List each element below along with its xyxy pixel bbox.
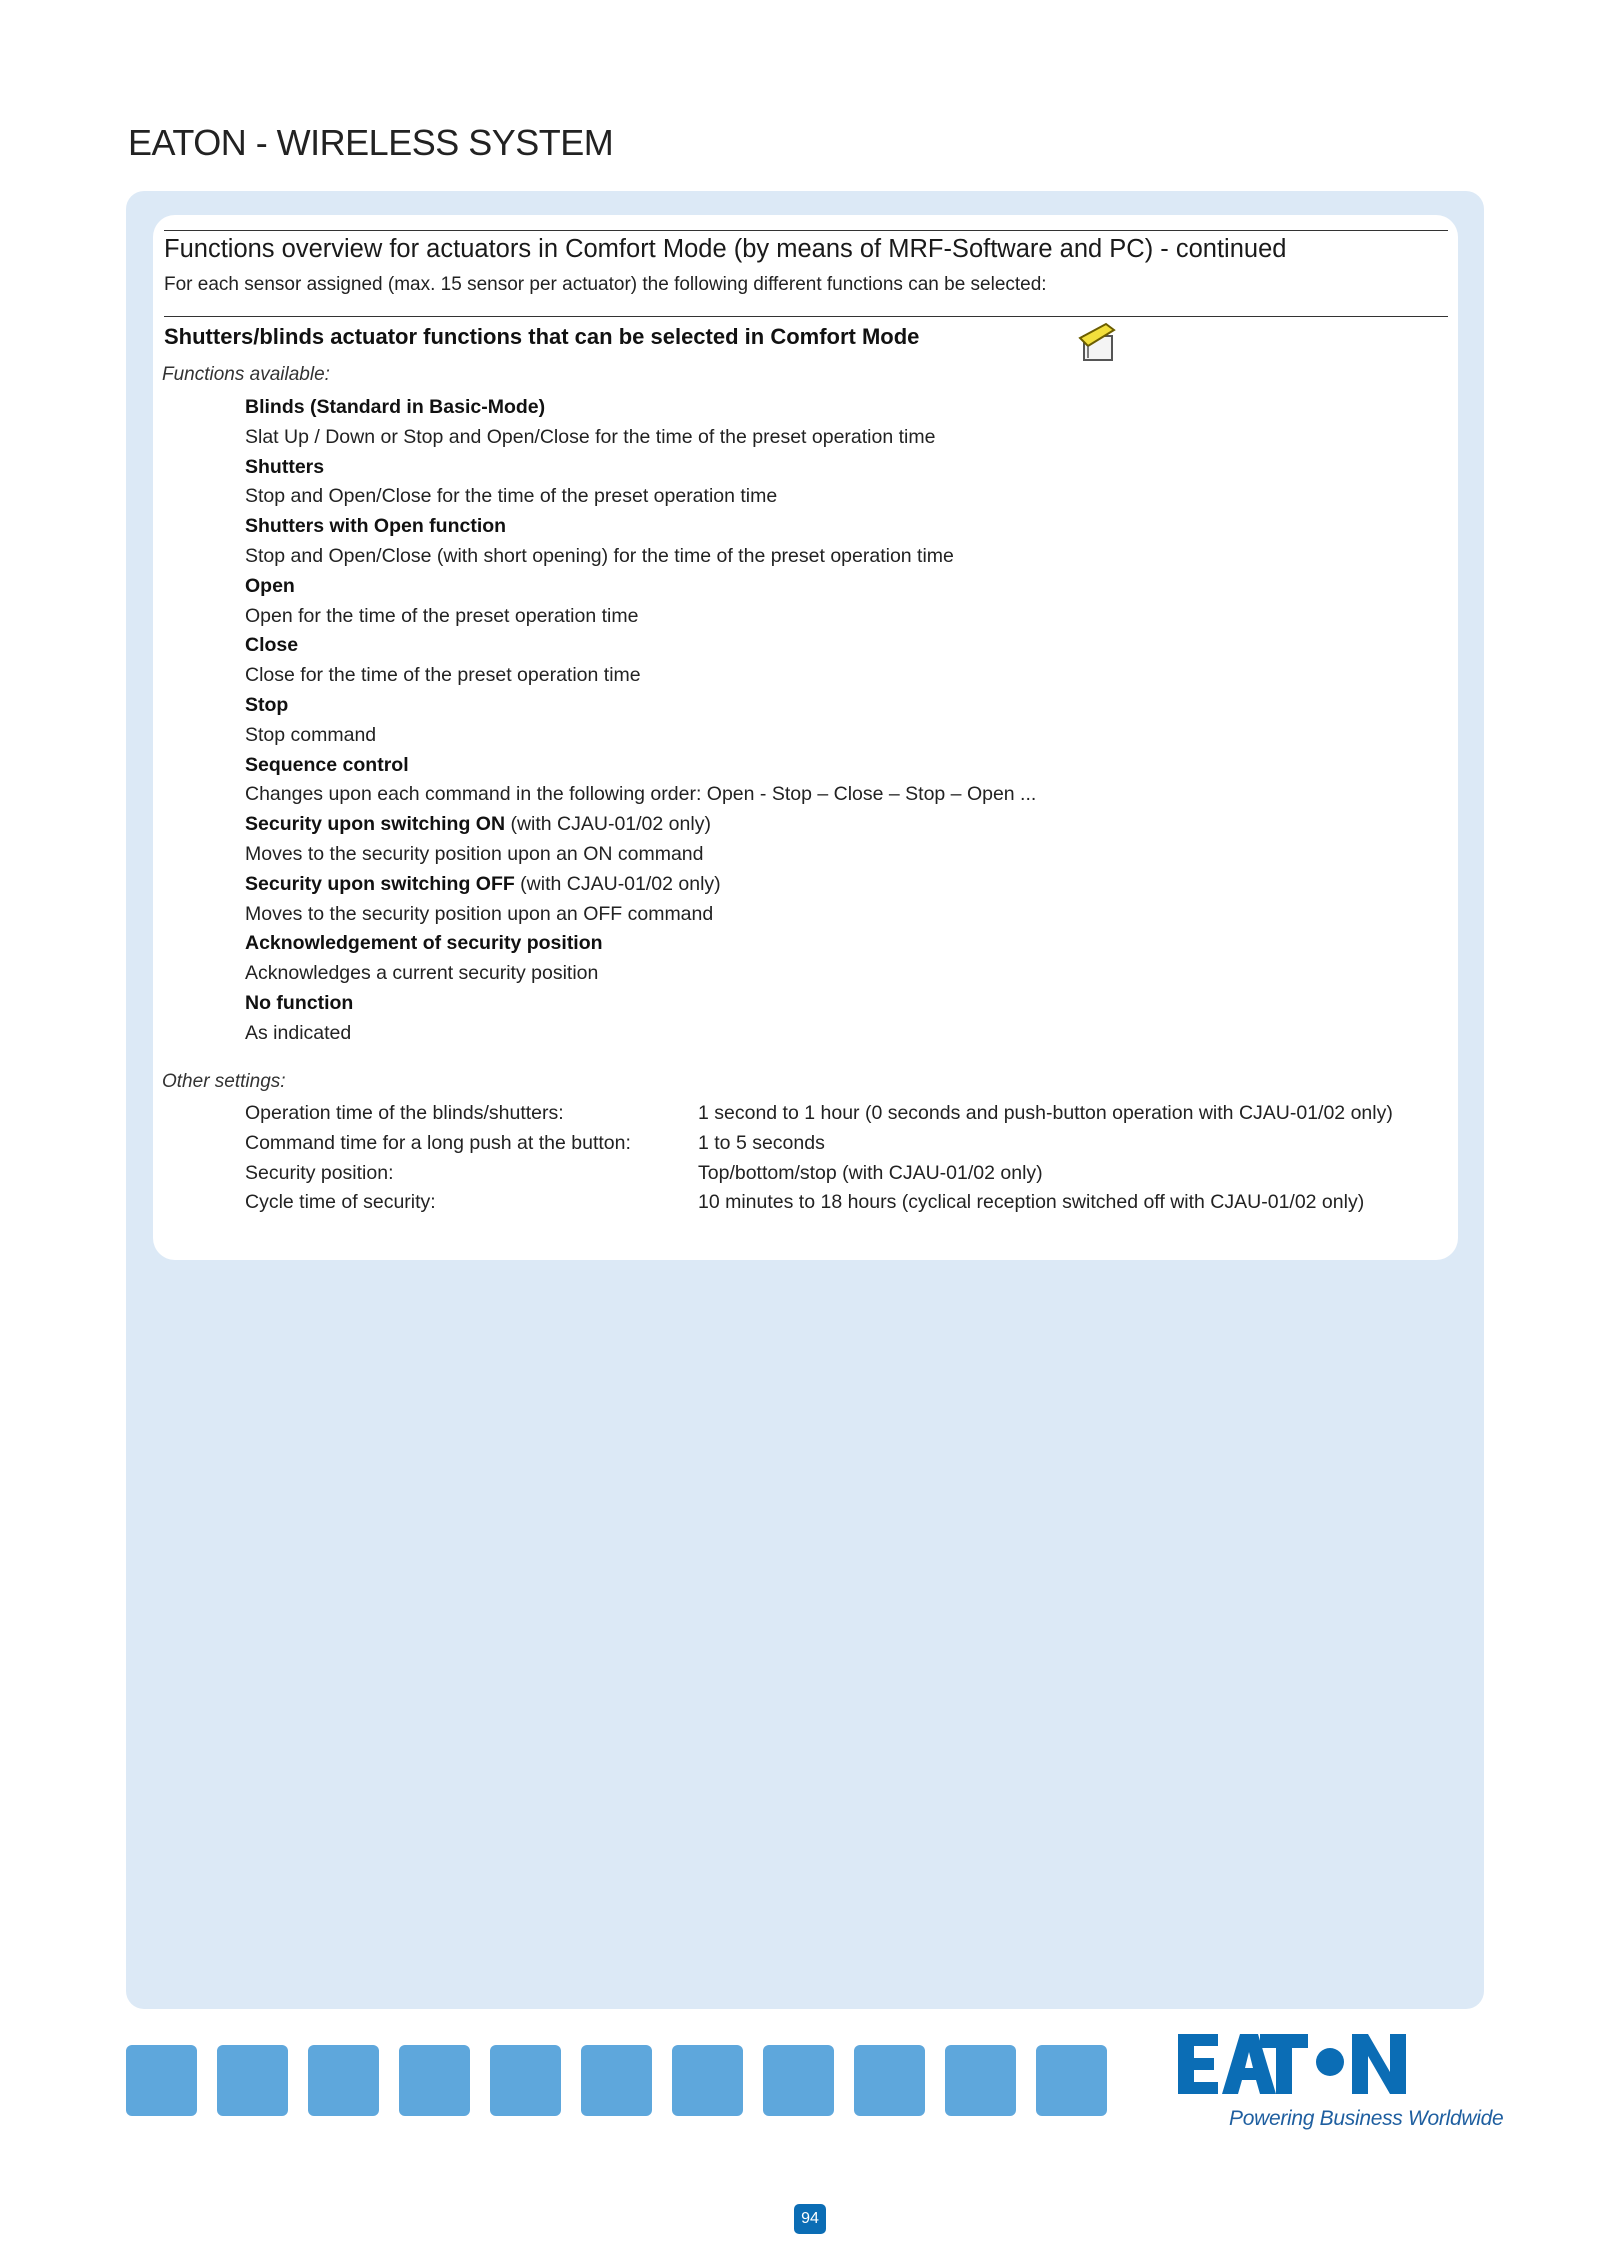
setting-value: 1 second to 1 hour (0 seconds and push-button operation with CJAU-01/02 only) [698,1102,1393,1124]
divider [164,230,1448,231]
function-description: Changes upon each command in the following order: Open - Stop – Close – Stop – Open ... [245,783,1037,806]
section-title: Functions overview for actuators in Comfort Mode (by means of MRF-Software and PC) - continued [164,235,1287,263]
function-name: Close [245,634,299,657]
function-name-line [245,453,1395,483]
function-name-line [245,751,1395,781]
setting-label: Security position: [245,1161,394,1184]
function-description: Slat Up / Down or Stop and Open/Close for the time of the preset operation time [245,425,936,448]
setting-row [245,1129,1445,1159]
page-number: 94 [794,2204,826,2234]
tagline: Powering Business Worldwide [1229,2107,1504,2130]
function-description: Close for the time of the preset operation time [245,664,641,687]
setting-row [245,1099,1445,1129]
setting-row [245,1188,1445,1218]
function-description: Stop and Open/Close (with short opening) for the time of the preset operation time [245,544,954,567]
function-description: Moves to the security position upon an OFF command [245,902,714,925]
setting-value: 1 to 5 seconds [698,1131,825,1154]
settings-list [245,1099,1445,1218]
function-name-line [245,989,1395,1019]
setting-value: 10 minutes to 18 hours (cyclical reception switched off with CJAU-01/02 only) [698,1191,1365,1214]
setting-label: Command time for a long push at the button: [245,1131,631,1154]
setting-label: Cycle time of security: [245,1191,436,1214]
function-name-line [245,691,1395,721]
functions-available-label: Functions available: [162,364,330,385]
setting-row [245,1159,1445,1189]
blind-icon [1078,322,1120,368]
function-name-line [245,512,1395,542]
subsection-title: Shutters/blinds actuator functions that can be selected in Comfort Mode [164,324,920,349]
function-name: Open [245,574,295,597]
decorative-tile [490,2045,561,2116]
other-settings-label: Other settings: [162,1071,286,1092]
function-name: Sequence control [245,753,409,776]
function-note: (with CJAU-01/02 only) [514,872,721,895]
function-name: Blinds (Standard in Basic-Mode) [245,396,546,418]
function-name: Security upon switching OFF [245,872,515,895]
eaton-logo [1178,2032,1408,2096]
function-description: Stop and Open/Close for the time of the preset operation time [245,485,778,508]
function-name: Acknowledgement of security position [245,932,603,955]
decorative-tile [1036,2045,1107,2116]
function-name-line [245,393,1395,423]
decorative-tile [854,2045,925,2116]
function-note: (with CJAU-01/02 only) [505,813,711,836]
function-name-line [245,929,1395,959]
setting-label: Operation time of the blinds/shutters: [245,1102,564,1124]
function-name: Security upon switching ON [245,813,506,836]
function-name: No function [245,991,354,1014]
function-name-line [245,631,1395,661]
decorative-tile [308,2045,379,2116]
function-description: As indicated [245,1021,352,1044]
decorative-tile [217,2045,288,2116]
decorative-tile [581,2045,652,2116]
function-description: Stop command [245,723,377,746]
function-description: Open for the time of the preset operation time [245,604,639,627]
decorative-tile [763,2045,834,2116]
function-name: Stop [245,693,289,716]
document-title: EATON - WIRELESS SYSTEM [128,122,614,163]
decorative-tile [126,2045,197,2116]
function-description: Acknowledges a current security position [245,962,599,985]
section-intro: For each sensor assigned (max. 15 sensor per actuator) the following different functions can be selected: [164,274,1047,295]
function-description: Moves to the security position upon an ON command [245,842,704,865]
function-name-line [245,870,1395,900]
setting-value: Top/bottom/stop (with CJAU-01/02 only) [698,1161,1043,1184]
function-name-line [245,572,1395,602]
function-name: Shutters with Open function [245,515,507,538]
decorative-tile [945,2045,1016,2116]
functions-list [245,393,1395,1049]
divider [164,316,1448,317]
decorative-tile [399,2045,470,2116]
function-name: Shutters [245,455,325,478]
decorative-tile [672,2045,743,2116]
function-name-line [245,810,1395,840]
